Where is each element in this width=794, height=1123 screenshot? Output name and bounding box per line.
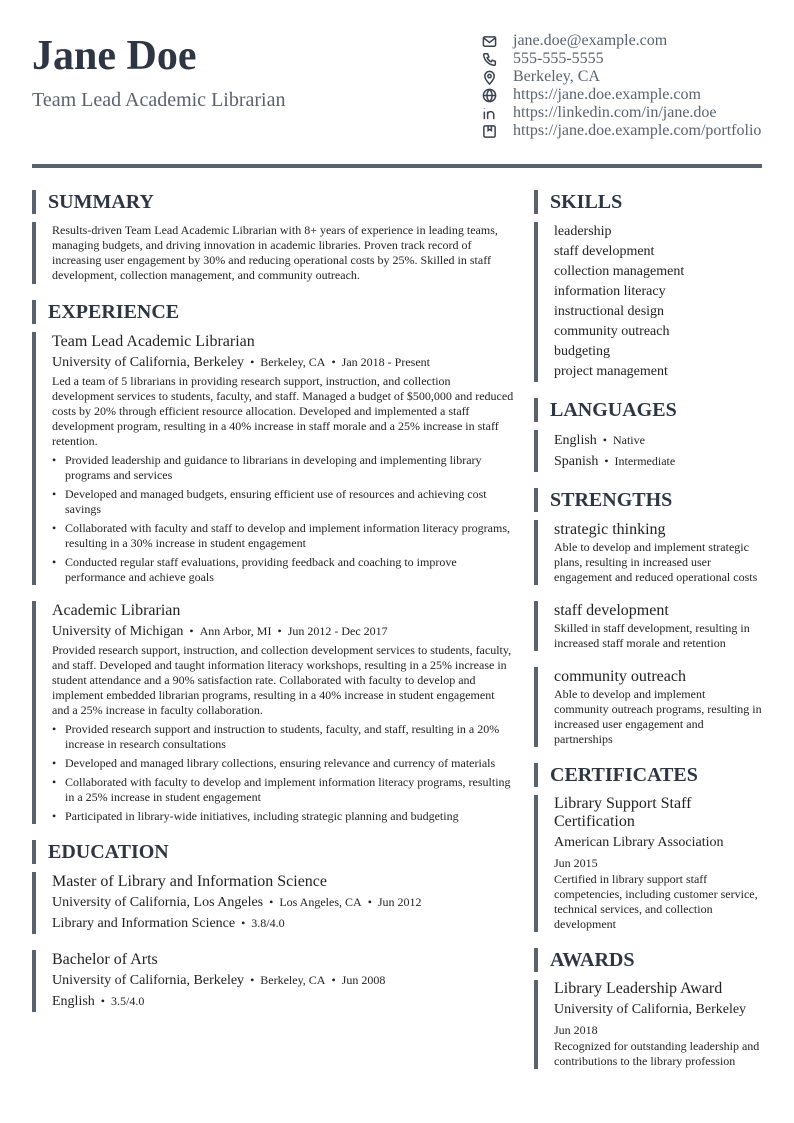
left-column	[32, 190, 514, 1028]
separator-dot: •	[602, 433, 607, 447]
skill-item: project management	[554, 364, 668, 379]
job-location: Ann Arbor, MI	[199, 624, 272, 638]
skills-heading: SKILLS	[534, 190, 762, 214]
contact-location	[480, 68, 770, 86]
languages-heading: LANGUAGES	[534, 398, 762, 422]
skill-item: information literacy	[554, 284, 666, 299]
job-description: Provided research support, instruction, and collection development services to students, faculty, and staff. Developed and taught information literacy workshops, resulting in a 25% increase in student attendance and a 90% satisfaction rate. Collaborated with faculty to develop and implement embedded librarian programs, resulting in a 40% increase in student engagement and a 25% increase in faculty collaboration.	[52, 643, 512, 717]
list-item: • Conducted regular staff evaluations, providing feedback and coaching to improve performance and achieve goals	[52, 555, 514, 585]
strength-text: Able to develop and implement community outreach programs, resulting in increased user engagement and partnerships	[554, 687, 762, 746]
list-item: • Collaborated with faculty to develop and implement information literacy programs, resulting in a 25% increase in student engagement	[52, 775, 514, 805]
strength-item	[534, 601, 762, 651]
education-item	[32, 872, 514, 934]
language-level: Intermediate	[614, 454, 676, 468]
right-column	[534, 190, 762, 1085]
job-bullets	[52, 722, 514, 824]
degree: Master of Library and Information Science	[52, 873, 328, 890]
separator-dot: •	[100, 994, 105, 1008]
contact-linkedin[interactable]	[480, 104, 770, 122]
graduation-date: Jun 2012	[377, 895, 422, 909]
contact-portfolio-text: https://jane.doe.example.com/portfolio	[513, 122, 762, 139]
strength-title: staff development	[554, 602, 669, 619]
contact-list	[480, 32, 770, 140]
candidate-name: Jane Doe	[32, 33, 197, 79]
list-item: • Provided research support and instruction to students, faculty, and staff, resulting in a 20% increase in research consultations	[52, 722, 514, 752]
location-icon	[480, 68, 498, 86]
experience-item	[32, 601, 514, 824]
languages-section	[534, 430, 762, 472]
job-title: Academic Librarian	[52, 602, 181, 619]
awards-heading: AWARDS	[534, 948, 762, 972]
resume-header	[32, 30, 762, 150]
strength-title: strategic thinking	[554, 521, 666, 538]
list-item: • Provided leadership and guidance to librarians in developing and implementing library programs and services	[52, 453, 514, 483]
portfolio-icon	[480, 122, 498, 140]
language-item	[554, 451, 762, 472]
contact-portfolio[interactable]	[480, 122, 770, 140]
contact-email[interactable]	[480, 32, 770, 50]
strength-title: community outreach	[554, 668, 686, 685]
contact-phone[interactable]	[480, 50, 770, 68]
strength-text: Able to develop and implement strategic plans, resulting in increased user engagement and reduced operational costs	[554, 540, 758, 584]
contact-website[interactable]	[480, 86, 770, 104]
certificate-org: American Library Association	[554, 835, 724, 850]
award-org: University of California, Berkeley	[554, 1002, 747, 1017]
linkedin-icon	[480, 104, 498, 122]
certificate-item	[534, 795, 762, 932]
language-name: Spanish	[554, 454, 599, 469]
field-of-study: Library and Information Science	[52, 916, 236, 931]
experience-heading: EXPERIENCE	[32, 300, 514, 324]
contact-email-text: jane.doe@example.com	[513, 32, 668, 49]
candidate-title: Team Lead Academic Librarian	[32, 89, 286, 111]
award-title: Library Leadership Award	[554, 980, 723, 997]
summary-heading: SUMMARY	[32, 190, 514, 214]
separator-dot: •	[241, 916, 246, 930]
job-meta	[52, 621, 514, 642]
field-of-study: English	[52, 994, 95, 1009]
separator-dot: •	[331, 973, 336, 987]
separator-dot: •	[604, 454, 609, 468]
separator-dot: •	[189, 624, 194, 638]
education-field	[52, 991, 514, 1012]
job-org: University of Michigan	[52, 624, 184, 639]
separator-dot: •	[331, 355, 336, 369]
certificates-heading: CERTIFICATES	[534, 763, 762, 787]
skill-item: community outreach	[554, 324, 670, 339]
school: University of California, Los Angeles	[52, 895, 264, 910]
list-item: • Participated in library-wide initiatives, including strategic planning and budgeting	[52, 809, 514, 824]
gpa: 3.8/4.0	[251, 916, 285, 930]
education-meta	[52, 970, 514, 991]
strength-item	[534, 520, 762, 585]
gpa: 3.5/4.0	[110, 994, 145, 1008]
skill-item: leadership	[554, 224, 612, 239]
award-date: Jun 2018	[554, 1023, 598, 1037]
skill-item: instructional design	[554, 304, 665, 319]
school-location: Berkeley, CA	[260, 973, 326, 987]
list-item: • Developed and managed budgets, ensuring efficient use of resources and achieving cost savings	[52, 487, 514, 517]
education-heading: EDUCATION	[32, 840, 514, 864]
job-title: Team Lead Academic Librarian	[52, 333, 255, 350]
job-bullets	[52, 453, 514, 585]
education-item	[32, 950, 514, 1012]
globe-icon	[480, 86, 498, 104]
language-level: Native	[612, 433, 645, 447]
certificate-title: Library Support Staff Certification	[554, 795, 692, 830]
job-dates: Jun 2012 - Dec 2017	[287, 624, 388, 638]
skill-item: budgeting	[554, 344, 610, 359]
job-description: Led a team of 5 librarians in providing research support, instruction, and collection development services to students, faculty, and staff. Managed a budget of $500,000 and reduced costs by 20% through efficient resource allocation. Developed and implemented a staff development program, resulting in a 40% increase in staff morale and a 25% increase in staff retention.	[52, 374, 514, 448]
header-divider	[32, 164, 762, 168]
strength-text: Skilled in staff development, resulting in increased staff morale and retention	[554, 621, 750, 650]
mail-icon	[480, 32, 498, 50]
award-text: Recognized for outstanding leadership and contributions to the library profession	[554, 1039, 760, 1068]
contact-linkedin-text: https://linkedin.com/in/jane.doe	[513, 104, 717, 121]
phone-icon	[480, 50, 498, 68]
job-dates: Jan 2018 - Present	[341, 355, 430, 369]
experience-item	[32, 332, 514, 585]
skill-item: collection management	[554, 264, 685, 279]
list-item: • Developed and managed library collections, ensuring relevance and currency of materials	[52, 756, 514, 771]
summary-text: Results-driven Team Lead Academic Librarian with 8+ years of experience in leading teams, managing budgets, and driving innovation in academic libraries. Proven track record of increasing user engagement by 30% and reducing operational costs by 25%. Skilled in staff development, collection management, and community outreach.	[52, 223, 498, 282]
award-item	[534, 980, 762, 1069]
skills-section	[534, 222, 762, 382]
contact-location-text: Berkeley, CA	[513, 68, 600, 85]
certificate-date: Jun 2015	[554, 856, 598, 870]
graduation-date: Jun 2008	[341, 973, 386, 987]
education-meta	[52, 892, 514, 913]
language-name: English	[554, 433, 597, 448]
contact-website-text: https://jane.doe.example.com	[513, 86, 701, 103]
degree: Bachelor of Arts	[52, 951, 158, 968]
language-item	[554, 430, 762, 451]
strength-item	[534, 667, 762, 747]
certificate-text: Certified in library support staff competencies, including customer service, technical services, and collection development	[554, 872, 758, 931]
list-item: • Collaborated with faculty and staff to develop and implement information literacy programs, resulting in a 30% increase in student engagement	[52, 521, 514, 551]
strengths-heading: STRENGTHS	[534, 488, 762, 512]
separator-dot: •	[277, 624, 282, 638]
separator-dot: •	[250, 973, 255, 987]
school-location: Los Angeles, CA	[279, 895, 362, 909]
education-field	[52, 913, 514, 934]
separator-dot: •	[269, 895, 274, 909]
skill-item: staff development	[554, 244, 655, 259]
separator-dot: •	[367, 895, 372, 909]
job-org: University of California, Berkeley	[52, 355, 245, 370]
separator-dot: •	[250, 355, 255, 369]
job-meta	[52, 352, 514, 373]
summary-section	[32, 222, 514, 284]
job-location: Berkeley, CA	[260, 355, 326, 369]
contact-phone-text: 555-555-5555	[513, 50, 604, 67]
school: University of California, Berkeley	[52, 973, 245, 988]
